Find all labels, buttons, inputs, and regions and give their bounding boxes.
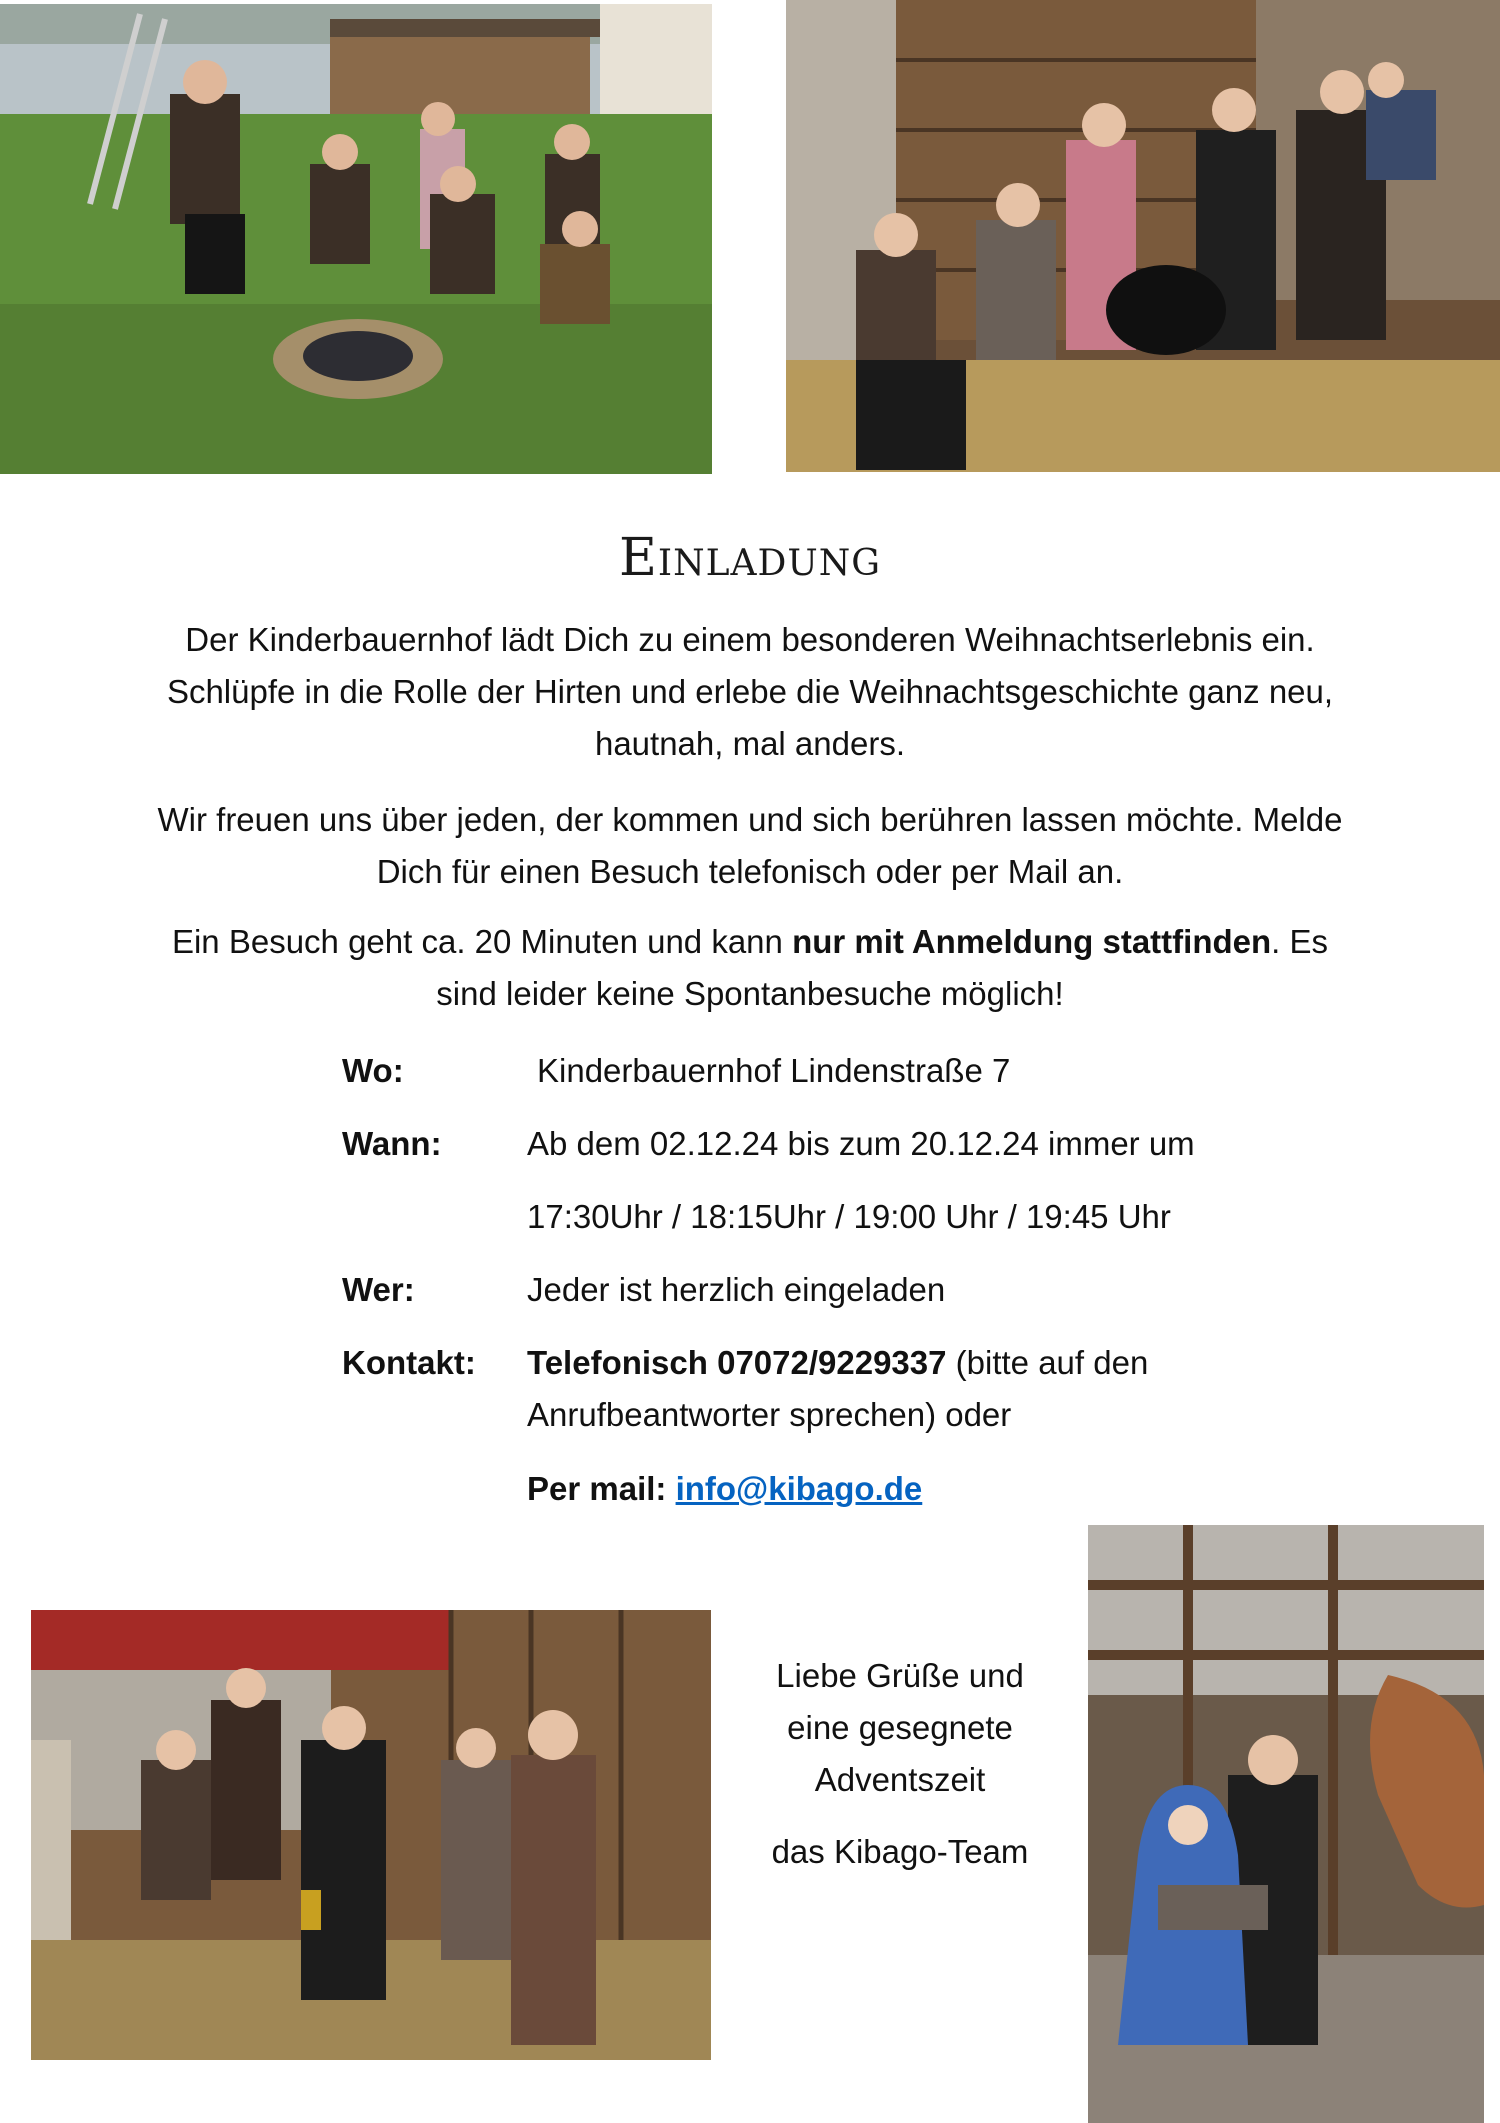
- where-value: Kinderbauernhof Lindenstraße 7: [537, 1052, 1011, 1089]
- visit-duration-text: Ein Besuch geht ca. 20 Minuten und kann: [171, 923, 793, 960]
- registration-required-text: nur mit Anmeldung stattfinden: [792, 923, 1272, 960]
- intro-paragraph-2: Wir freuen uns über jeden, der kommen und sich berühren lassen möchte. Melde Dich für einen Besuch telefonisch oder per Mail an.: [157, 801, 1343, 890]
- greeting-line-3: Adventszeit: [814, 1761, 986, 1798]
- signature: das Kibago-Team: [771, 1833, 1029, 1870]
- intro-paragraph-1: Der Kinderbauernhof lädt Dich zu einem besonderen Weihnachtserlebnis ein. Schlüpfe in die Rolle der Hirten und erlebe die Weihnachtsgeschichte ganz neu, hautnah, mal anders.: [166, 621, 1334, 762]
- greeting-line-2: eine gesegnete: [787, 1709, 1013, 1746]
- photo-children-garden: [0, 4, 712, 474]
- closing-greeting: [730, 1650, 1070, 1878]
- when-label: Wann:: [342, 1125, 442, 1162]
- times-value: 17:30Uhr / 18:15Uhr / 19:00 Uhr / 19:45 Uhr: [527, 1198, 1171, 1235]
- email-link[interactable]: info@kibago.de: [675, 1470, 923, 1507]
- greeting-line-1: Liebe Grüße und: [776, 1657, 1024, 1694]
- who-label: Wer:: [342, 1271, 415, 1308]
- answering-machine-note: (bitte auf den Anrufbeantworter sprechen) oder: [527, 1344, 1149, 1433]
- page-title: Einladung: [618, 528, 882, 588]
- no-spontaneous-visits-text: . Es sind leider keine Spontanbesuche möglich!: [436, 923, 1329, 1012]
- when-value: Ab dem 02.12.24 bis zum 20.12.24 immer um: [527, 1125, 1195, 1162]
- contact-label: Kontakt:: [342, 1344, 476, 1381]
- contact-value: [527, 1337, 1387, 1441]
- photo-nativity-horse: [1088, 1525, 1484, 2123]
- phone-number: Telefonisch 07072/9229337: [527, 1344, 947, 1381]
- where-label: Wo:: [342, 1052, 404, 1089]
- photo-children-barn-lantern: [31, 1610, 711, 2060]
- intro-paragraph-3: [150, 916, 1350, 1020]
- photo-children-barn-dog: [786, 0, 1500, 472]
- mail-value: [527, 1463, 1387, 1515]
- mail-label: Per mail:: [527, 1470, 676, 1507]
- who-value: Jeder ist herzlich eingeladen: [527, 1271, 946, 1308]
